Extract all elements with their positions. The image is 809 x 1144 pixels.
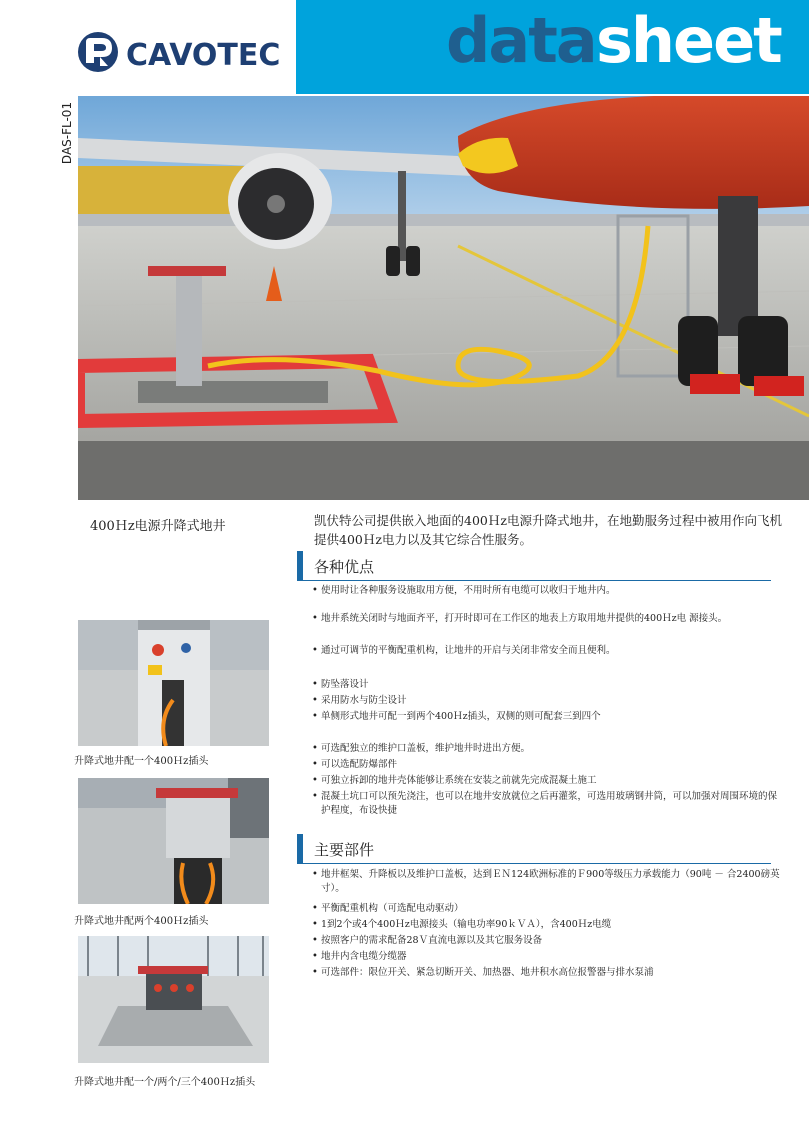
list-item: • 按照客户的需求配备28Ｖ直流电源以及其它服务设备 (312, 934, 782, 948)
list-item: • 地井框架、升降板以及维护口盖板，达到ＥＮ124欧洲标准的Ｆ900等级压力承载能力（90吨 － 合2400磅英寸）。 (312, 868, 782, 896)
list-item: • 地井内含电缆分缆器 (312, 950, 782, 964)
list-item: • 1到2个或4个400Ｈz电源接头（输电功率90ｋＶＡ），含400Ｈz电缆 (312, 918, 782, 932)
thumbnail-caption: 升降式地井配两个400Ｈz插头 (74, 916, 209, 927)
banner-title-sheet: sheet (596, 4, 781, 77)
list-item: • 地井系统关闭时与地面齐平，打开时即可在工作区的地表上方取用地井提供的400Ｈz电 源接头。 (312, 612, 782, 626)
banner-title-data: data (446, 4, 596, 77)
list-item: • 可独立拆卸的地井壳体能够让系统在安装之前就先完成混凝土施工 (312, 774, 782, 788)
thumbnail-photo-single-plug (78, 620, 269, 746)
list-item: • 防坠落设计 (312, 678, 782, 692)
section-components-heading (297, 834, 771, 864)
section-marker (297, 834, 303, 863)
list-item: • 单侧形式地井可配一到两个400Ｈz插头，双侧的则可配套三到四个 (312, 710, 782, 724)
thumbnail-photo-two-plugs (78, 778, 269, 904)
doc-code (56, 100, 76, 170)
list-item: • 可选配独立的维护口盖板，维护地井时进出方便。 (312, 742, 782, 756)
list-item: • 平衡配重机构（可选配电动驱动） (312, 902, 782, 916)
list-item: • 可以选配防爆部件 (312, 758, 782, 772)
list-item: • 采用防水与防尘设计 (312, 694, 782, 708)
list-item: • 可选部件：限位开关、紧急切断开关、加热器、地井积水高位报警器与排水泵浦 (312, 966, 782, 980)
list-item: • 混凝土坑口可以预先浇注，也可以在地井安放就位之后再灌浆，可选用玻璃钢井筒，可以加强对周围环境的保护程度，布设快捷 (312, 790, 782, 818)
list-item: • 通过可调节的平衡配重机构，让地井的开启与关闭非常安全而且便利。 (312, 644, 782, 658)
hero-photo (78, 96, 809, 500)
section-marker (297, 551, 303, 580)
cavotec-logo-icon (76, 30, 120, 74)
brand-bar (0, 0, 296, 94)
product-title: 400Ｈz电源升降式地井 (90, 519, 226, 534)
thumbnail-caption: 升降式地井配一个400Ｈz插头 (74, 756, 209, 767)
section-title: 主要部件 (314, 841, 375, 859)
thumbnail-photo-multi-plugs (78, 936, 269, 1063)
section-title: 各种优点 (314, 558, 375, 576)
datasheet-banner (296, 0, 809, 94)
section-advantages-heading (297, 551, 771, 581)
product-intro: 凯伏特公司提供嵌入地面的400Ｈz电源升降式地井，在地勤服务过程中被用作向飞机提供400Ｈz电力以及其它综合性服务。 (314, 513, 782, 547)
advantages-list (312, 584, 782, 820)
components-list (312, 868, 782, 982)
brand-name: CAVOTEC (126, 38, 281, 73)
thumbnail-caption: 升降式地井配一个/两个/三个400Ｈz插头 (74, 1077, 256, 1088)
doc-code-text: DAS-FL-01 (60, 101, 75, 165)
list-item: • 使用时让各种服务设施取用方便，不用时所有电缆可以收归于地井内。 (312, 584, 782, 598)
